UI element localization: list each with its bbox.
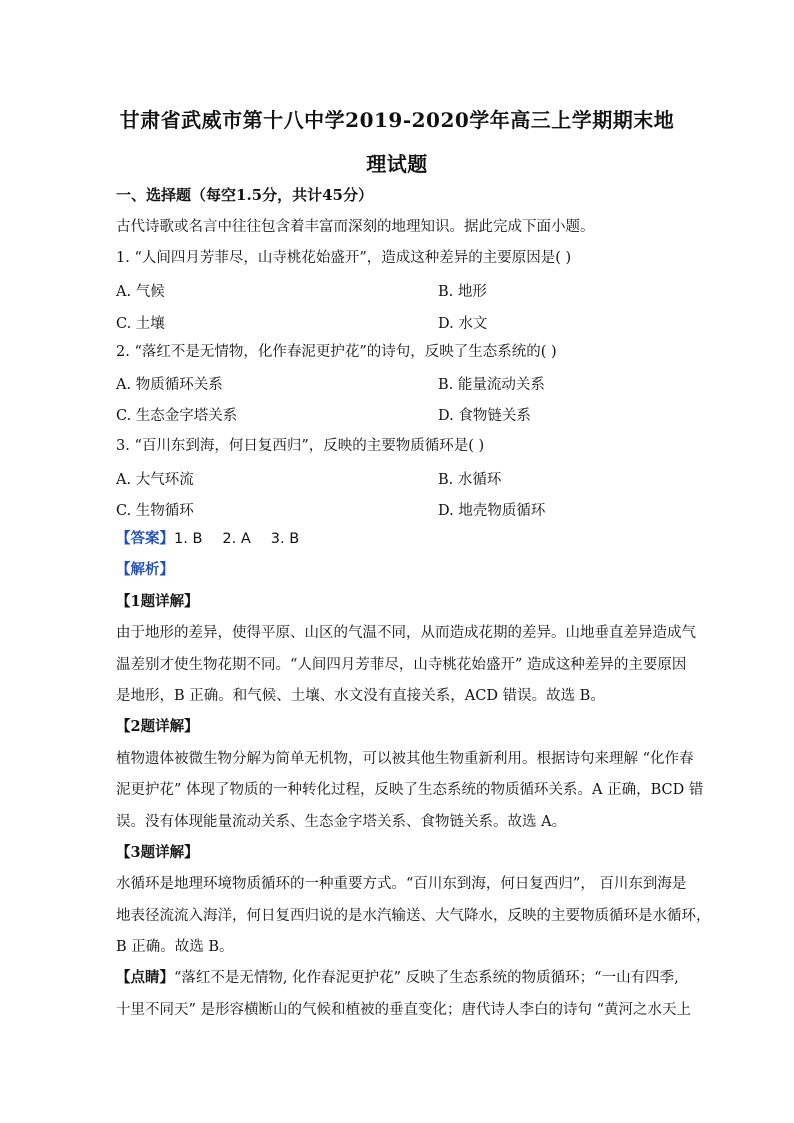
document-title-line-1: 甘肃省武威市第十八中学2019-2020学年高三上学期期末地 [119, 108, 675, 132]
explanation-2-line-1: 植物遗体被微生物分解为简单无机物，可以被其他生物重新利用。根据诗句来理解 “化作春 [116, 751, 694, 767]
question-1-option-c: C. 土壤 [116, 316, 165, 332]
answer-row [116, 529, 686, 549]
tip-line-1 [116, 968, 686, 988]
analysis-label: 【解析】 [116, 561, 174, 578]
question-3-option-b: B. 水循环 [438, 472, 502, 488]
explanation-2-line-2: 泥更护花” 体现了物质的一种转化过程，反映了生态系统的物质循环关系。A 正确，BCD 错 [116, 782, 704, 798]
question-2-option-c: C. 生态金字塔关系 [116, 408, 238, 424]
answer-label: 【答案】 [116, 530, 174, 547]
question-3-stem: 3. “百川东到海，何日复西归”，反映的主要物质循环是( ) [116, 438, 485, 454]
question-1-option-b: B. 地形 [438, 284, 487, 300]
answer-value-1: 1. B [174, 531, 203, 547]
section-heading: 一、选择题（每空1.5分，共计45分） [116, 186, 373, 204]
question-1-option-a: A. 气候 [116, 284, 165, 300]
answer-value-2: 2. A [222, 531, 251, 547]
question-3-option-d: D. 地壳物质循环 [438, 503, 546, 519]
question-2-option-d: D. 食物链关系 [438, 408, 531, 424]
tip-line-2: 十里不同天” 是形容横断山的气候和植被的垂直变化；唐代诗人李白的诗句 “黄河之水天上 [116, 1002, 692, 1018]
question-2-option-a: A. 物质循环关系 [116, 377, 223, 393]
question-1-stem: 1. “人间四月芳菲尽，山寺桃花始盛开”，造成这种差异的主要原因是( ) [116, 250, 572, 266]
explanation-2-heading: 【2题详解】 [116, 718, 199, 735]
question-1-option-d: D. 水文 [438, 316, 488, 332]
explanation-1-line-2: 温差别才使生物花期不同。“人间四月芳菲尽，山寺桃花始盛开” 造成这种差异的主要原因 [116, 657, 687, 673]
document-title-line-2: 理试题 [366, 152, 428, 176]
question-2-option-b: B. 能量流动关系 [438, 377, 545, 393]
tip-label: 【点睛】 [116, 969, 174, 986]
explanation-2-line-3: 误。没有体现能量流动关系、生态金字塔关系、食物链关系。故选 A。 [116, 814, 567, 830]
explanation-3-heading: 【3题详解】 [116, 844, 199, 861]
tip-text-1: “落红不是无情物, 化作春泥更护花” 反映了生态系统的物质循环；“一山有四季, [174, 970, 679, 986]
intro-text: 古代诗歌或名言中往往包含着丰富而深刻的地理知识。据此完成下面小题。 [116, 219, 595, 235]
explanation-1-heading: 【1题详解】 [116, 593, 199, 610]
explanation-3-line-3: B 正确。故选 B。 [116, 939, 234, 955]
explanation-3-line-1: 水循环是地理环境物质循环的一种重要方式。“百川东到海，何日复西归”， 百川东到海是 [116, 876, 687, 892]
explanation-1-line-3: 是地形，B 正确。和气候、土壤、水文没有直接关系，ACD 错误。故选 B。 [116, 688, 605, 704]
question-2-stem: 2. “落红不是无情物，化作春泥更护花”的诗句，反映了生态系统的( ) [116, 344, 557, 360]
explanation-1-line-1: 由于地形的差异，使得平原、山区的气温不同，从而造成花期的差异。山地垂直差异造成气 [116, 625, 696, 641]
answer-value-3: 3. B [270, 531, 300, 547]
question-3-option-c: C. 生物循环 [116, 503, 194, 519]
question-3-option-a: A. 大气环流 [116, 472, 194, 488]
explanation-3-line-2: 地表径流流入海洋，何日复西归说的是水汽输送、大气降水，反映的主要物质循环是水循环， [116, 908, 711, 924]
